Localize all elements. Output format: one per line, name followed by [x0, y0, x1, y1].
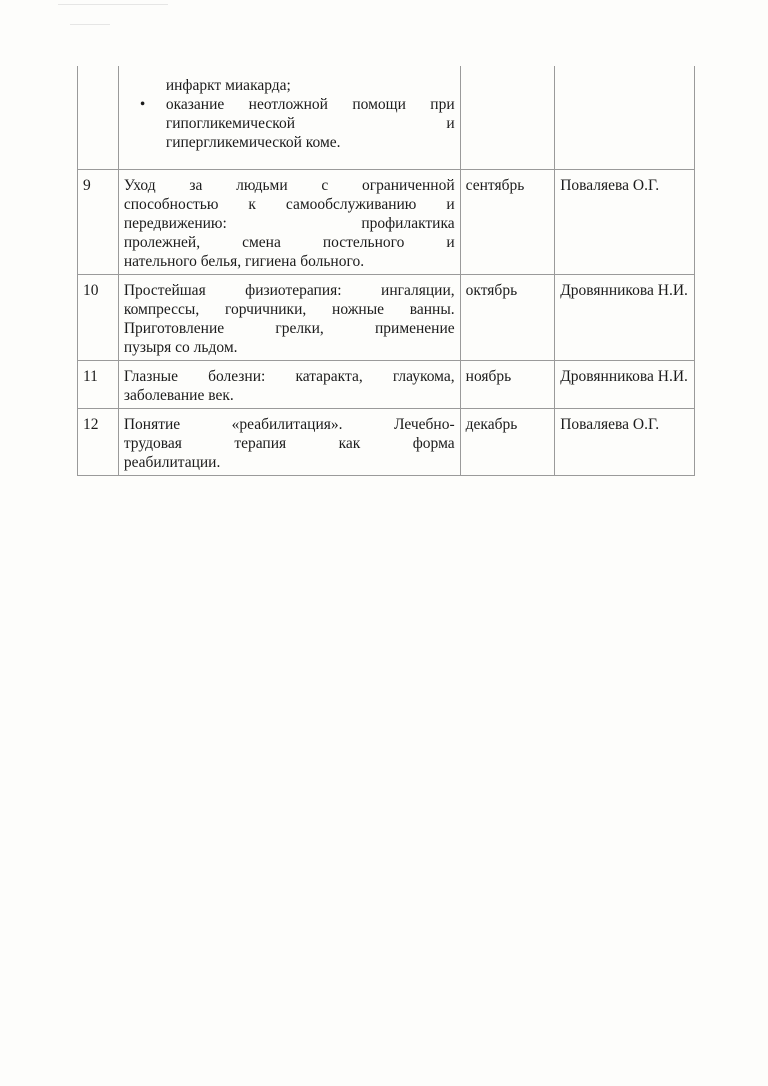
- month-cell: декабрь: [460, 409, 555, 476]
- row-number-cell: 9: [78, 170, 119, 275]
- responsible-cell: Дровянникова Н.И.: [555, 275, 695, 361]
- topic-cell: [118, 66, 460, 170]
- topic-text-line: Приготовление грелки, применение: [123, 320, 455, 337]
- table-row: [78, 275, 695, 361]
- table-row: [78, 361, 695, 409]
- topic-text-line: способностью к самообслуживанию и: [123, 196, 455, 213]
- responsible-cell: Дровянникова Н.И.: [555, 361, 695, 409]
- responsible-cell: [555, 66, 695, 170]
- bullet-text-line: инфаркт миакарда;: [165, 77, 291, 94]
- scan-artifact: [58, 4, 168, 5]
- row-number-cell: 12: [78, 409, 119, 476]
- topic-text-line: компрессы, горчичники, ножные ванны.: [123, 301, 455, 318]
- month-cell: ноябрь: [460, 361, 555, 409]
- topic-text-line: Простейшая физиотерапия: ингаляции,: [123, 282, 455, 299]
- topic-text-line: Уход за людьми с ограниченной: [123, 177, 455, 194]
- list-item: [124, 95, 455, 152]
- topic-text-line: пузыря со льдом.: [123, 339, 238, 356]
- month-cell: октябрь: [460, 275, 555, 361]
- topic-text-line: Понятие «реабилитация». Лечебно-: [123, 416, 455, 433]
- table-row: [78, 66, 695, 170]
- list-item: [124, 76, 455, 95]
- topic-text-line: передвижению: профилактика: [123, 215, 455, 232]
- table-row: [78, 170, 695, 275]
- topic-text-line: нательного белья, гигиена больного.: [123, 253, 365, 270]
- topic-cell: [118, 275, 460, 361]
- responsible-cell: Поваляева О.Г.: [555, 170, 695, 275]
- topic-text-line: реабилитации.: [123, 454, 221, 471]
- month-cell: сентябрь: [460, 170, 555, 275]
- scan-artifact: [70, 24, 110, 25]
- bullet-text-line: оказание неотложной помощи при: [165, 96, 455, 113]
- row-number-cell: 11: [78, 361, 119, 409]
- bullet-text-line: гипогликемической и: [165, 115, 455, 132]
- month-cell: [460, 66, 555, 170]
- bullet-icon: •: [139, 96, 146, 113]
- responsible-cell: Поваляева О.Г.: [555, 409, 695, 476]
- topic-cell: [118, 170, 460, 275]
- topic-text-line: пролежней, смена постельного и: [123, 234, 455, 251]
- row-number-cell: 10: [78, 275, 119, 361]
- topic-bullet-list: [124, 76, 455, 152]
- bullet-text-line: гипергликемической коме.: [165, 134, 341, 151]
- topic-cell: [118, 409, 460, 476]
- topic-cell: [118, 361, 460, 409]
- table-row: [78, 409, 695, 476]
- row-number-cell: [78, 66, 119, 170]
- topic-text-line: трудовая терапия как форма: [123, 435, 455, 452]
- topic-text-line: заболевание век.: [123, 387, 234, 404]
- lesson-plan-table: [77, 66, 695, 476]
- topic-text-line: Глазные болезни: катаракта, глаукома,: [123, 368, 455, 385]
